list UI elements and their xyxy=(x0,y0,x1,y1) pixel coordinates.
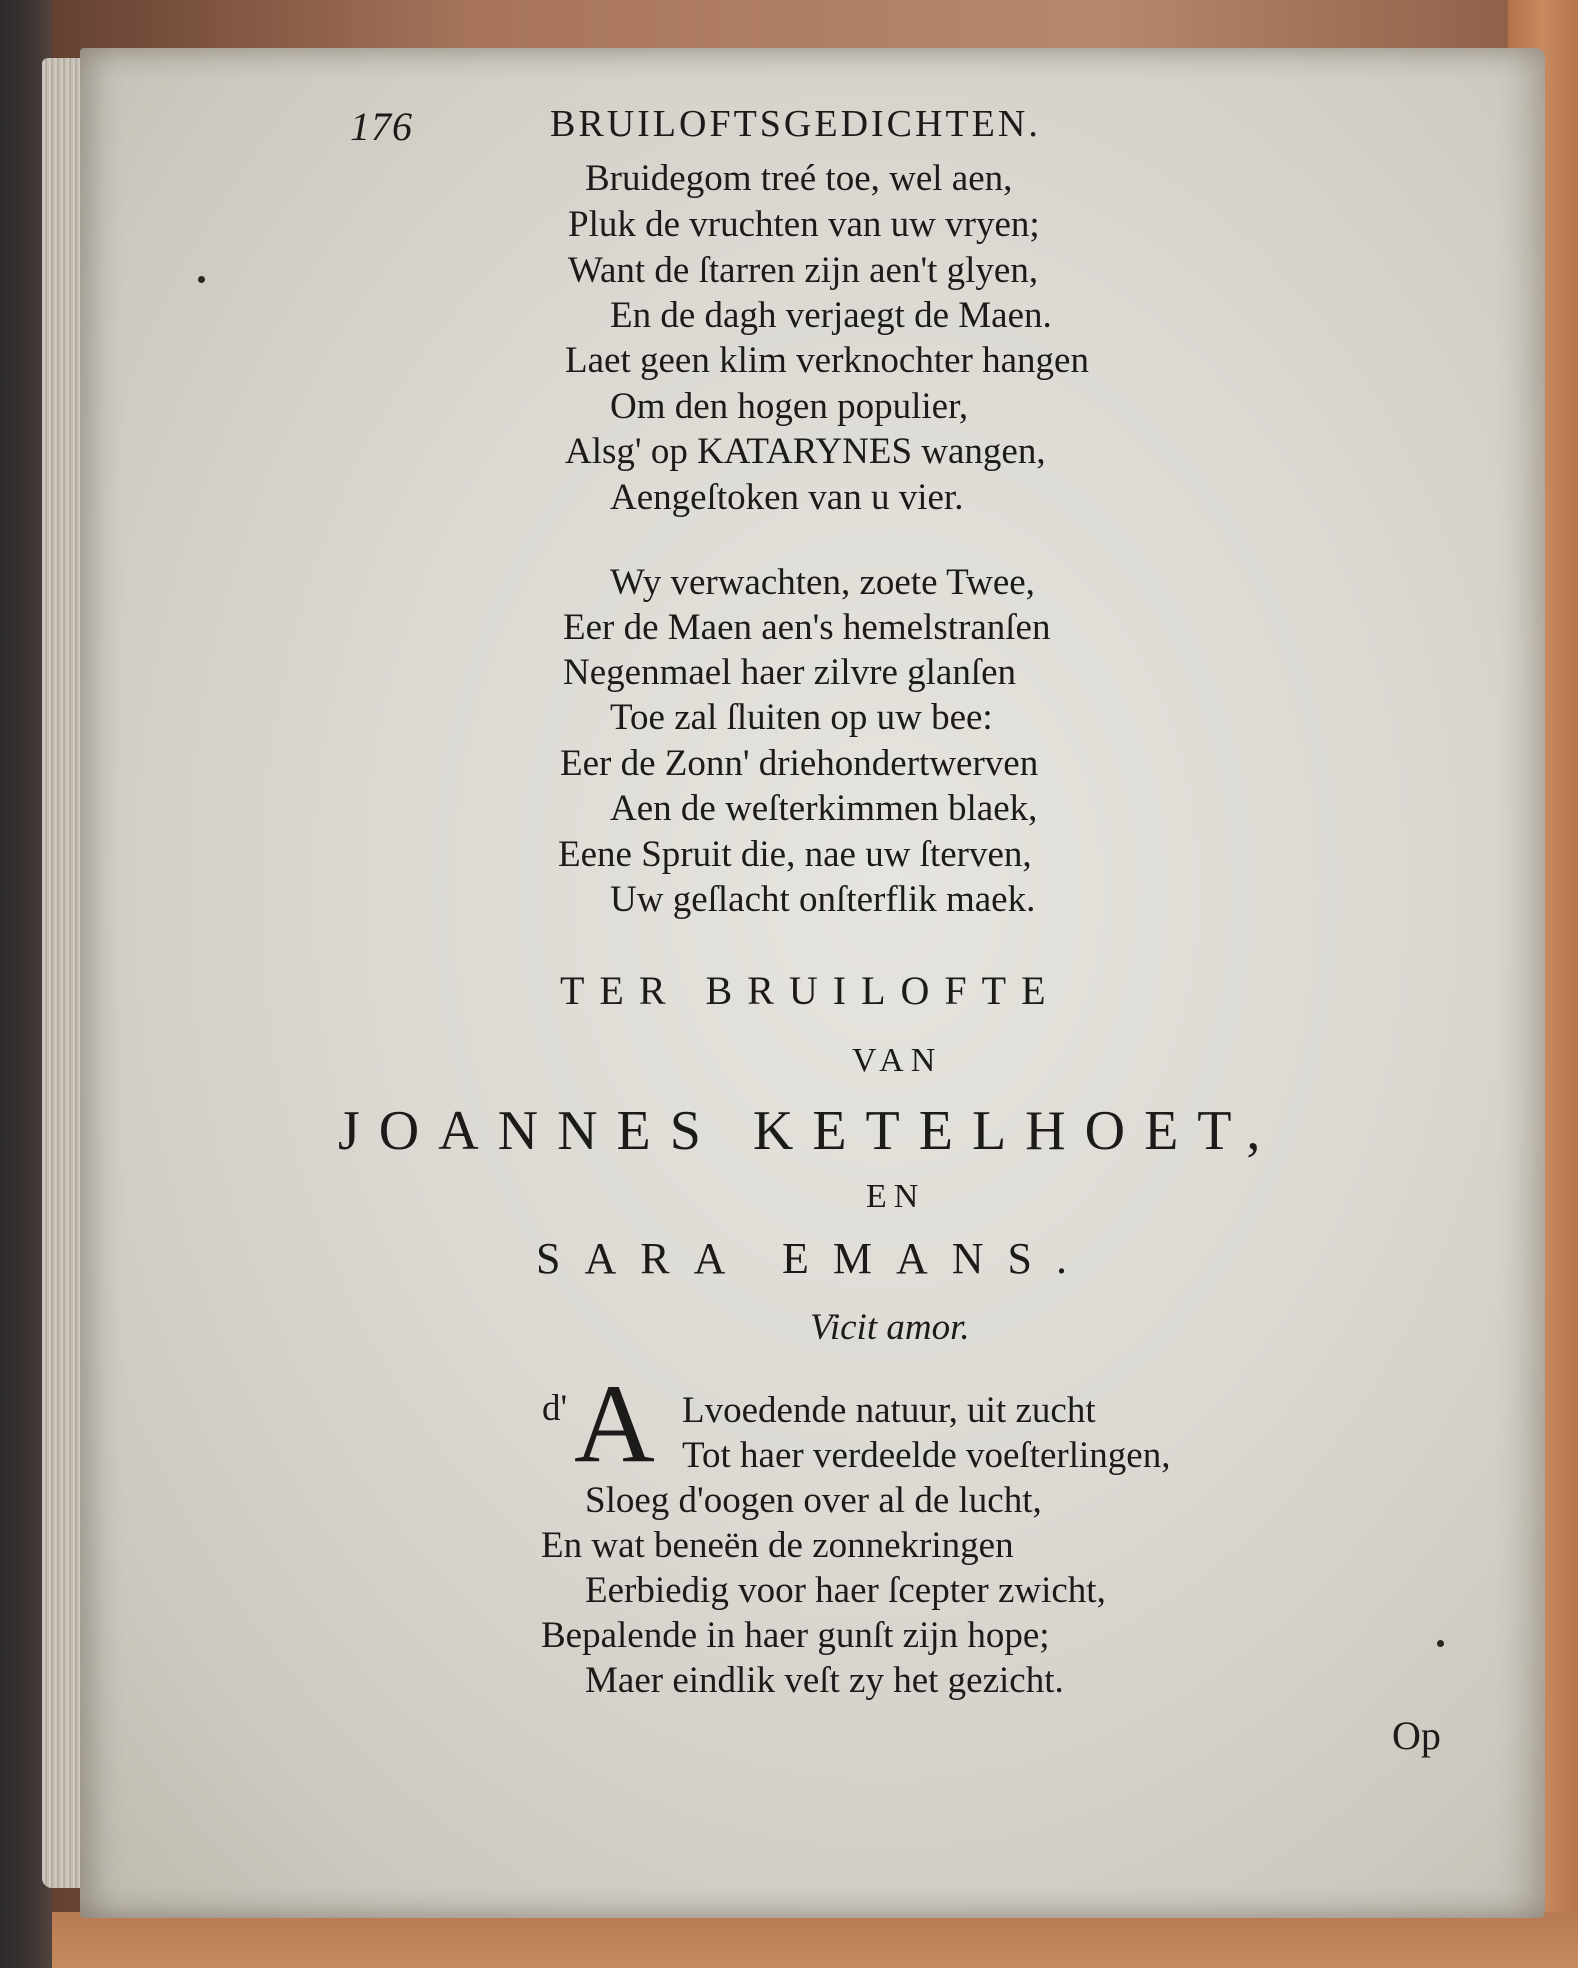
verse-line: Om den hogen populier, xyxy=(610,386,969,427)
motto: Vicit amor. xyxy=(810,1307,970,1348)
title-van: VAN xyxy=(852,1042,943,1079)
verse-line: Aen de weſterkimmen blaek, xyxy=(610,788,1038,829)
binding-board-bottom xyxy=(0,1912,1578,1968)
title-groom-name: JOANNES KETELHOET, xyxy=(338,1100,1280,1162)
verse-line: Laet geen klim verknochter hangen xyxy=(565,340,1089,381)
verse-line: Toe zal ſluiten op uw bee: xyxy=(610,697,993,738)
poem-prefix: d' xyxy=(542,1388,568,1429)
verse-line: Wy verwachten, zoete Twee, xyxy=(610,562,1035,603)
verse-line: En de dagh verjaegt de Maen. xyxy=(610,295,1052,336)
poem-line: Sloeg d'oogen over al de lucht, xyxy=(585,1480,1042,1521)
title-en: EN xyxy=(866,1178,926,1215)
poem-line: Tot haer verdeelde voeſterlingen, xyxy=(682,1435,1171,1476)
poem-line: Bepalende in haer gunſt zijn hope; xyxy=(541,1615,1050,1656)
page-number: 176 xyxy=(350,104,413,149)
verse-line: Uw geſlacht onſterflik maek. xyxy=(610,879,1036,920)
verse-line: Eene Spruit die, nae uw ſterven, xyxy=(558,834,1032,875)
poem-line: En wat beneën de zonnekringen xyxy=(541,1525,1014,1566)
running-head: BRUILOFTSGEDICHTEN. xyxy=(550,103,1041,145)
verse-line: Eer de Zonn' driehondertwerven xyxy=(560,743,1039,784)
verse-line: Pluk de vruchten van uw vryen; xyxy=(568,204,1040,245)
poem-line: Eerbiedig voor haer ſcepter zwicht, xyxy=(585,1570,1106,1611)
verse-line: Negenmael haer zilvre glanſen xyxy=(563,652,1017,693)
ink-speck xyxy=(198,276,205,283)
verse-line: Bruidegom treé toe, wel aen, xyxy=(585,158,1013,199)
drop-cap: A xyxy=(574,1362,655,1486)
poem-line: Lvoedende natuur, uit zucht xyxy=(682,1390,1096,1431)
verse-line: Alsg' op KATARYNES wangen, xyxy=(565,431,1046,472)
catchword: Op xyxy=(1392,1713,1441,1758)
verse-line: Eer de Maen aen's hemelstranſen xyxy=(563,607,1051,648)
verse-line: Want de ſtarren zijn aen't glyen, xyxy=(568,250,1039,291)
poem-line: Maer eindlik veſt zy het gezicht. xyxy=(585,1660,1064,1701)
title-bride-name: SARA EMANS. xyxy=(536,1234,1091,1283)
title-ter-bruilofte: TER BRUILOFTE xyxy=(560,968,1061,1013)
verse-line: Aengeſtoken van u vier. xyxy=(610,477,964,518)
ink-speck xyxy=(1437,1640,1444,1647)
